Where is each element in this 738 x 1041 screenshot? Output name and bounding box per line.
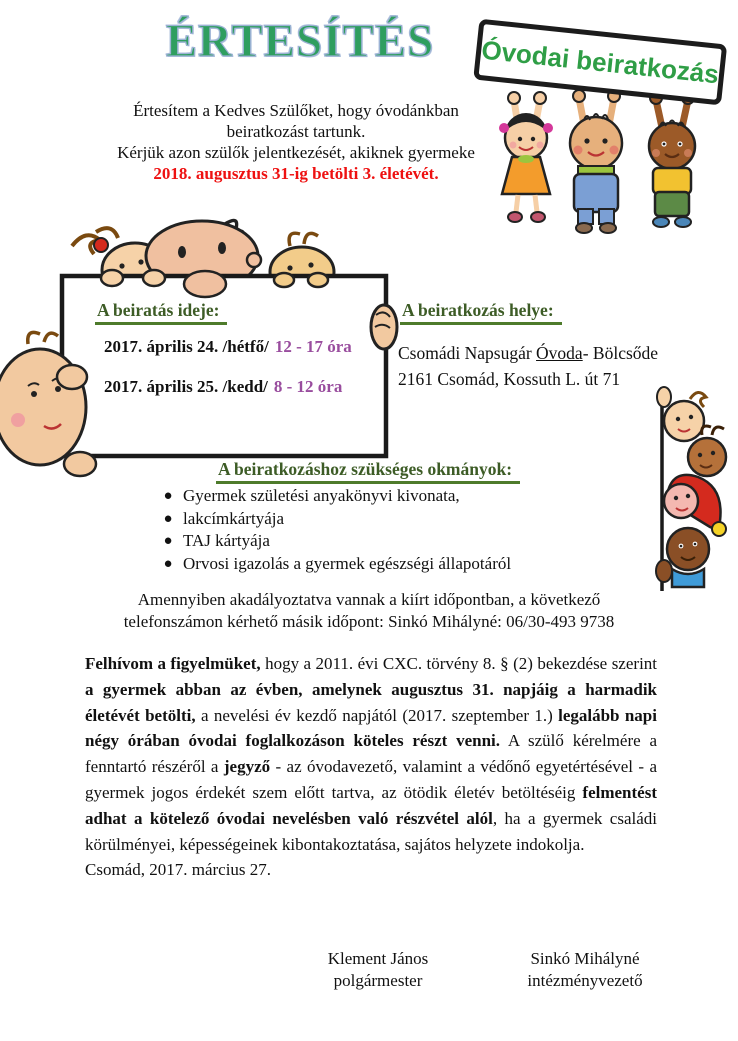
contact-line-2: telefonszámon kérhető másik időpont: Sinkó Mihályné: 06/30-493 9738 xyxy=(123,612,615,631)
signatory-title: intézményvezető xyxy=(527,971,643,990)
bullet-icon: ● xyxy=(163,555,173,572)
documents-list xyxy=(153,485,511,575)
enrollment-hours: 12 - 17 óra xyxy=(274,337,352,356)
enrollment-place-address xyxy=(398,340,658,392)
enrollment-time-heading: A beiratás ideje: xyxy=(95,300,227,325)
signatory-name: Klement János xyxy=(327,949,429,968)
documents-heading-wrap xyxy=(140,459,596,484)
enrollment-place-heading: A beiratkozás helye: xyxy=(400,300,562,325)
intro-highlight: 2018. augusztus 31-ig betölti 3. életévét. xyxy=(153,164,439,183)
list-item: ● Gyermek születési anyakönyvi kivonata, xyxy=(153,485,511,508)
bullet-icon: ● xyxy=(163,510,173,527)
intro-text xyxy=(20,100,572,184)
peek-baby-3 xyxy=(664,475,726,536)
right-edge-hand xyxy=(371,305,397,349)
closing-date: Csomád, 2017. március 27. xyxy=(85,860,272,879)
signature-block xyxy=(293,948,463,992)
intro-line-1: Értesítem a Kedves Szülőket, hogy óvodánkban xyxy=(133,101,459,120)
intro-line-3: Kérjük azon szülők jelentkezését, akiknek gyermeke xyxy=(117,143,475,162)
page-title: ÉRTESÍTÉS xyxy=(165,15,435,67)
signature-block xyxy=(500,948,670,992)
documents-heading: A beiratkozáshoz szükséges okmányok: xyxy=(216,459,520,484)
bullet-icon: ● xyxy=(163,533,173,549)
contact-note xyxy=(63,589,675,633)
right-boy-figure xyxy=(649,92,695,227)
peeking-babies-illustration xyxy=(650,383,736,595)
signatory-name: Sinkó Mihályné xyxy=(530,949,640,968)
list-item: ● TAJ kártyája xyxy=(153,530,511,553)
peek-baby-1 xyxy=(657,387,706,441)
intro-line-2: beiratkozást tartunk. xyxy=(226,122,366,141)
institution-name-underlined: Óvoda xyxy=(536,343,583,363)
list-item: ● lakcímkártyája xyxy=(153,508,511,531)
legal-paragraph: Felhívom a figyelmüket, hogy a 2011. évi CXC. törvény 8. § (2) bekezdése szerint a gyermek abban az évben, amelynek augusztus 31. napjáig a harmadik életévét betölti, a nevelési év kezdő napjától (2017. szeptember 1.) legalább napi négy órában óvodai foglalkozáson köteles részt venni. A szülő kérelmére a fenntartó részéről a jegyző - az óvodavezető, valamint a védőnő egyetértésével - a gyermek jogos érdekét szem előtt tartva, az ötödik életév betöltéséig felmentést adhat a kötelező óvodai nevelésben való részvétel alól, ha a gyermek családi körülményei, képességeinek kibontakoztatása, sajátos helyzete indokolja. xyxy=(85,654,658,854)
peek-baby-4 xyxy=(656,528,709,587)
enrollment-date-row xyxy=(104,337,352,357)
institution-name: Csomádi Napsugár Óvoda- Bölcsőde xyxy=(398,343,659,363)
bullet-icon: ● xyxy=(163,488,173,504)
list-item: ● Orvosi igazolás a gyermek egészségi állapotáról xyxy=(153,553,511,576)
middle-boy-figure xyxy=(570,90,622,233)
sign-label: Óvodai beiratkozás xyxy=(480,34,721,90)
contact-line-1: Amennyiben akadályoztatva vannak a kiírt időpontban, a következő xyxy=(137,590,601,609)
enrollment-date: 2017. április 25. /kedd/ xyxy=(104,377,268,396)
enrollment-date: 2017. április 24. /hétfő/ xyxy=(104,337,269,356)
enrollment-date-row xyxy=(104,377,342,397)
enrollment-hours: 8 - 12 óra xyxy=(273,377,343,396)
signatory-title: polgármester xyxy=(333,971,423,990)
sign-board xyxy=(476,21,725,102)
institution-street: 2161 Csomád, Kossuth L. út 71 xyxy=(398,369,621,389)
